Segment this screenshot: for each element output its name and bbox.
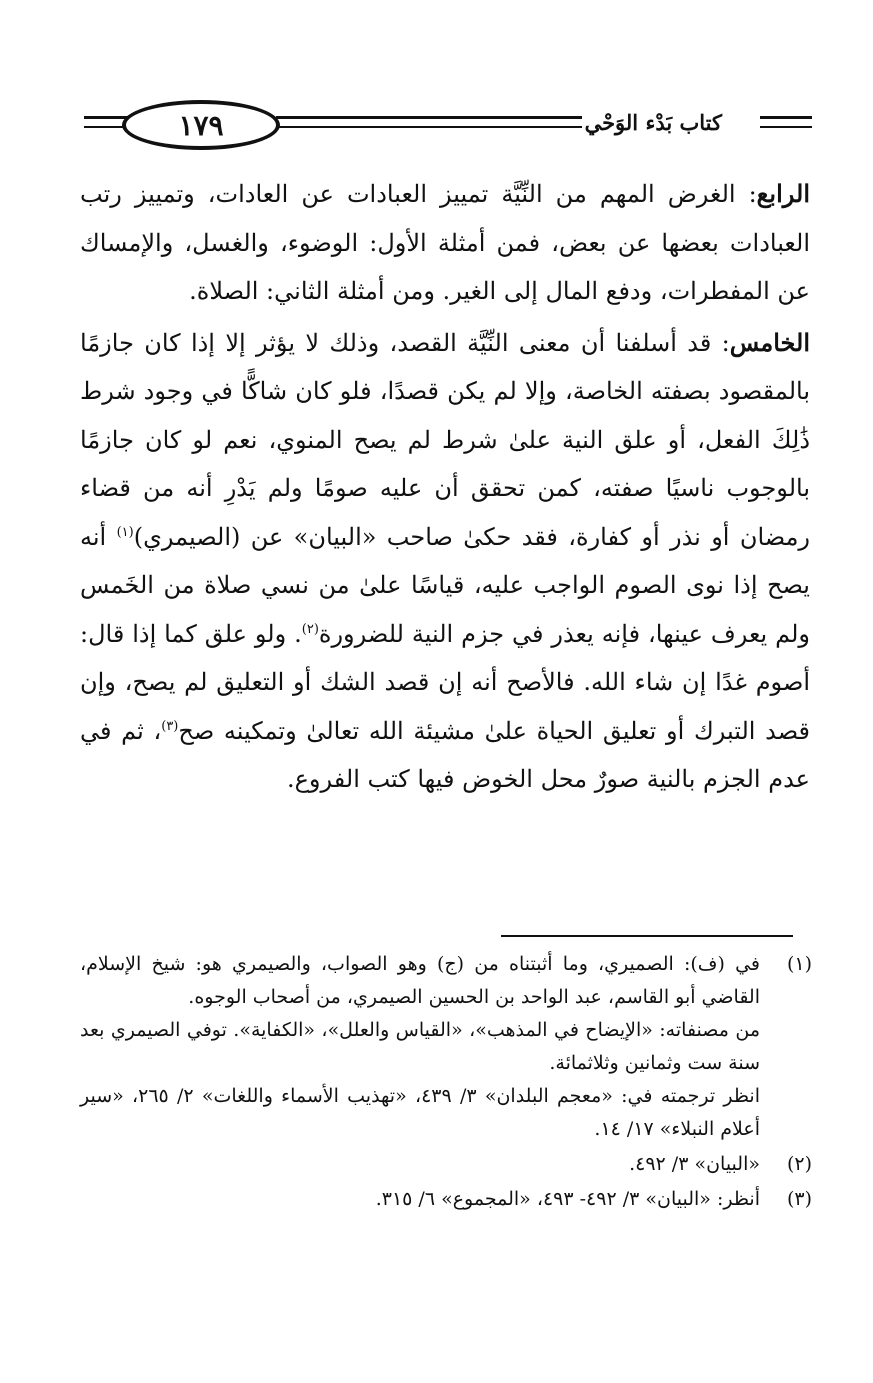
paragraph-text: . ولو علق كما إذا قال: أصوم غدًا إن شاء الله. فالأصح أنه إن قصد الشك أو التعليق لم يصح، وإن قصد التبرك أو تعليق الحياة علىٰ مشيئة الله تعالىٰ وتمكينه صح bbox=[80, 619, 810, 745]
footnote-body bbox=[80, 948, 760, 1146]
footnote-separator bbox=[501, 935, 793, 937]
footnote-2 bbox=[80, 1148, 812, 1181]
paragraph-text: أنه يصح إذا نوى الصوم الواجب عليه، قياسًا علىٰ من نسي صلاة من الخَمس ولم يعرف عينها، فإنه يعذر في جزم النية للضرورة bbox=[80, 522, 810, 648]
header-rule-right-bottom bbox=[760, 126, 812, 128]
footnote-1 bbox=[80, 948, 812, 1146]
footnote-number: (١) bbox=[786, 953, 812, 975]
footnote-ref-3: (٣) bbox=[161, 718, 179, 734]
footnote-ref-2: (٢) bbox=[301, 621, 319, 637]
paragraph-text: : الغرض المهم من النِّيَّة تمييز العبادات عن العادات، وتمييز رتب العبادات بعضها عن بعض، فمن أمثلة الأول: الوضوء، والغسل، والإمساك عن المفطرات، ودفع المال إلى الغير. ومن أمثلة الثاني: الصلاة. bbox=[80, 180, 810, 305]
footnote-line: «البيان» ٣/ ٤٩٢. bbox=[629, 1153, 760, 1175]
header-rule-middle-bottom bbox=[276, 126, 582, 128]
footnote-number: (٢) bbox=[786, 1153, 812, 1175]
paragraph-fifth bbox=[80, 319, 810, 804]
footnotes bbox=[80, 948, 812, 1218]
paragraph-text: ، ثم في عدم الجزم بالنية صورٌ محل الخوض فيها كتب الفروع. bbox=[80, 716, 810, 793]
footnote-number: (٣) bbox=[786, 1188, 812, 1210]
main-text bbox=[80, 170, 810, 804]
footnote-body bbox=[80, 1183, 760, 1216]
footnote-3 bbox=[80, 1183, 812, 1216]
footnote-line: من مصنفاته: «الإيضاح في المذهب»، «القياس والعلل»، «الكفاية». توفي الصيمري بعد سنة ست وثمانين وثلاثمائة. bbox=[80, 1019, 760, 1074]
paragraph-lead: الخامس bbox=[729, 327, 810, 357]
paragraph-text: : قد أسلفنا أن معنى النِّيَّة القصد، وذلك لا يؤثر إلا إذا كان جازمًا بالمقصود بصفته الخاصة، وإلا لم يكن قصدًا، فلو كان شاكًّا في وجود شرط ذَٰلِكَ الفعل، أو علق النية علىٰ شرط لم يصح المنوي، نعم لو كان جازمًا بالوجوب ناسيًا صفته، كمن تحقق أن عليه صومًا ولم يَدْرِ أنه من قضاء رمضان أو نذر أو كفارة، فقد حكىٰ صاحب «البيان» عن (الصيمري) bbox=[80, 328, 811, 551]
footnote-line: في (ف): الصميري، وما أثبتناه من (ج) وهو الصواب، والصيمري هو: شيخ الإسلام، القاضي أبو القاسم، عبد الواحد بن الحسين الصيمري، من أصحاب الوجوه. bbox=[80, 953, 760, 1008]
paragraph-fourth bbox=[80, 170, 810, 316]
footnote-ref-1: (١) bbox=[116, 524, 134, 540]
paragraph-lead: الرابع bbox=[756, 179, 810, 208]
header-rule-left-top bbox=[84, 116, 128, 119]
header-rule-right-top bbox=[760, 116, 812, 119]
page-number-text: ١٧٩ bbox=[178, 108, 224, 142]
footnote-body bbox=[80, 1148, 760, 1181]
footnote-line: انظر ترجمته في: «معجم البلدان» ٣/ ٤٣٩، «تهذيب الأسماء واللغات» ٢/ ٢٦٥، «سير أعلام النبلاء» ١٧/ ١٤. bbox=[80, 1085, 760, 1140]
footnote-line: أنظر: «البيان» ٣/ ٤٩٢- ٤٩٣، «المجموع» ٦/ ٣١٥. bbox=[375, 1188, 760, 1210]
header-rule-middle-top bbox=[276, 116, 582, 119]
running-title: كتاب بَدْء الوَحْي bbox=[584, 110, 722, 135]
page-header bbox=[84, 96, 812, 160]
page-number bbox=[122, 100, 280, 150]
